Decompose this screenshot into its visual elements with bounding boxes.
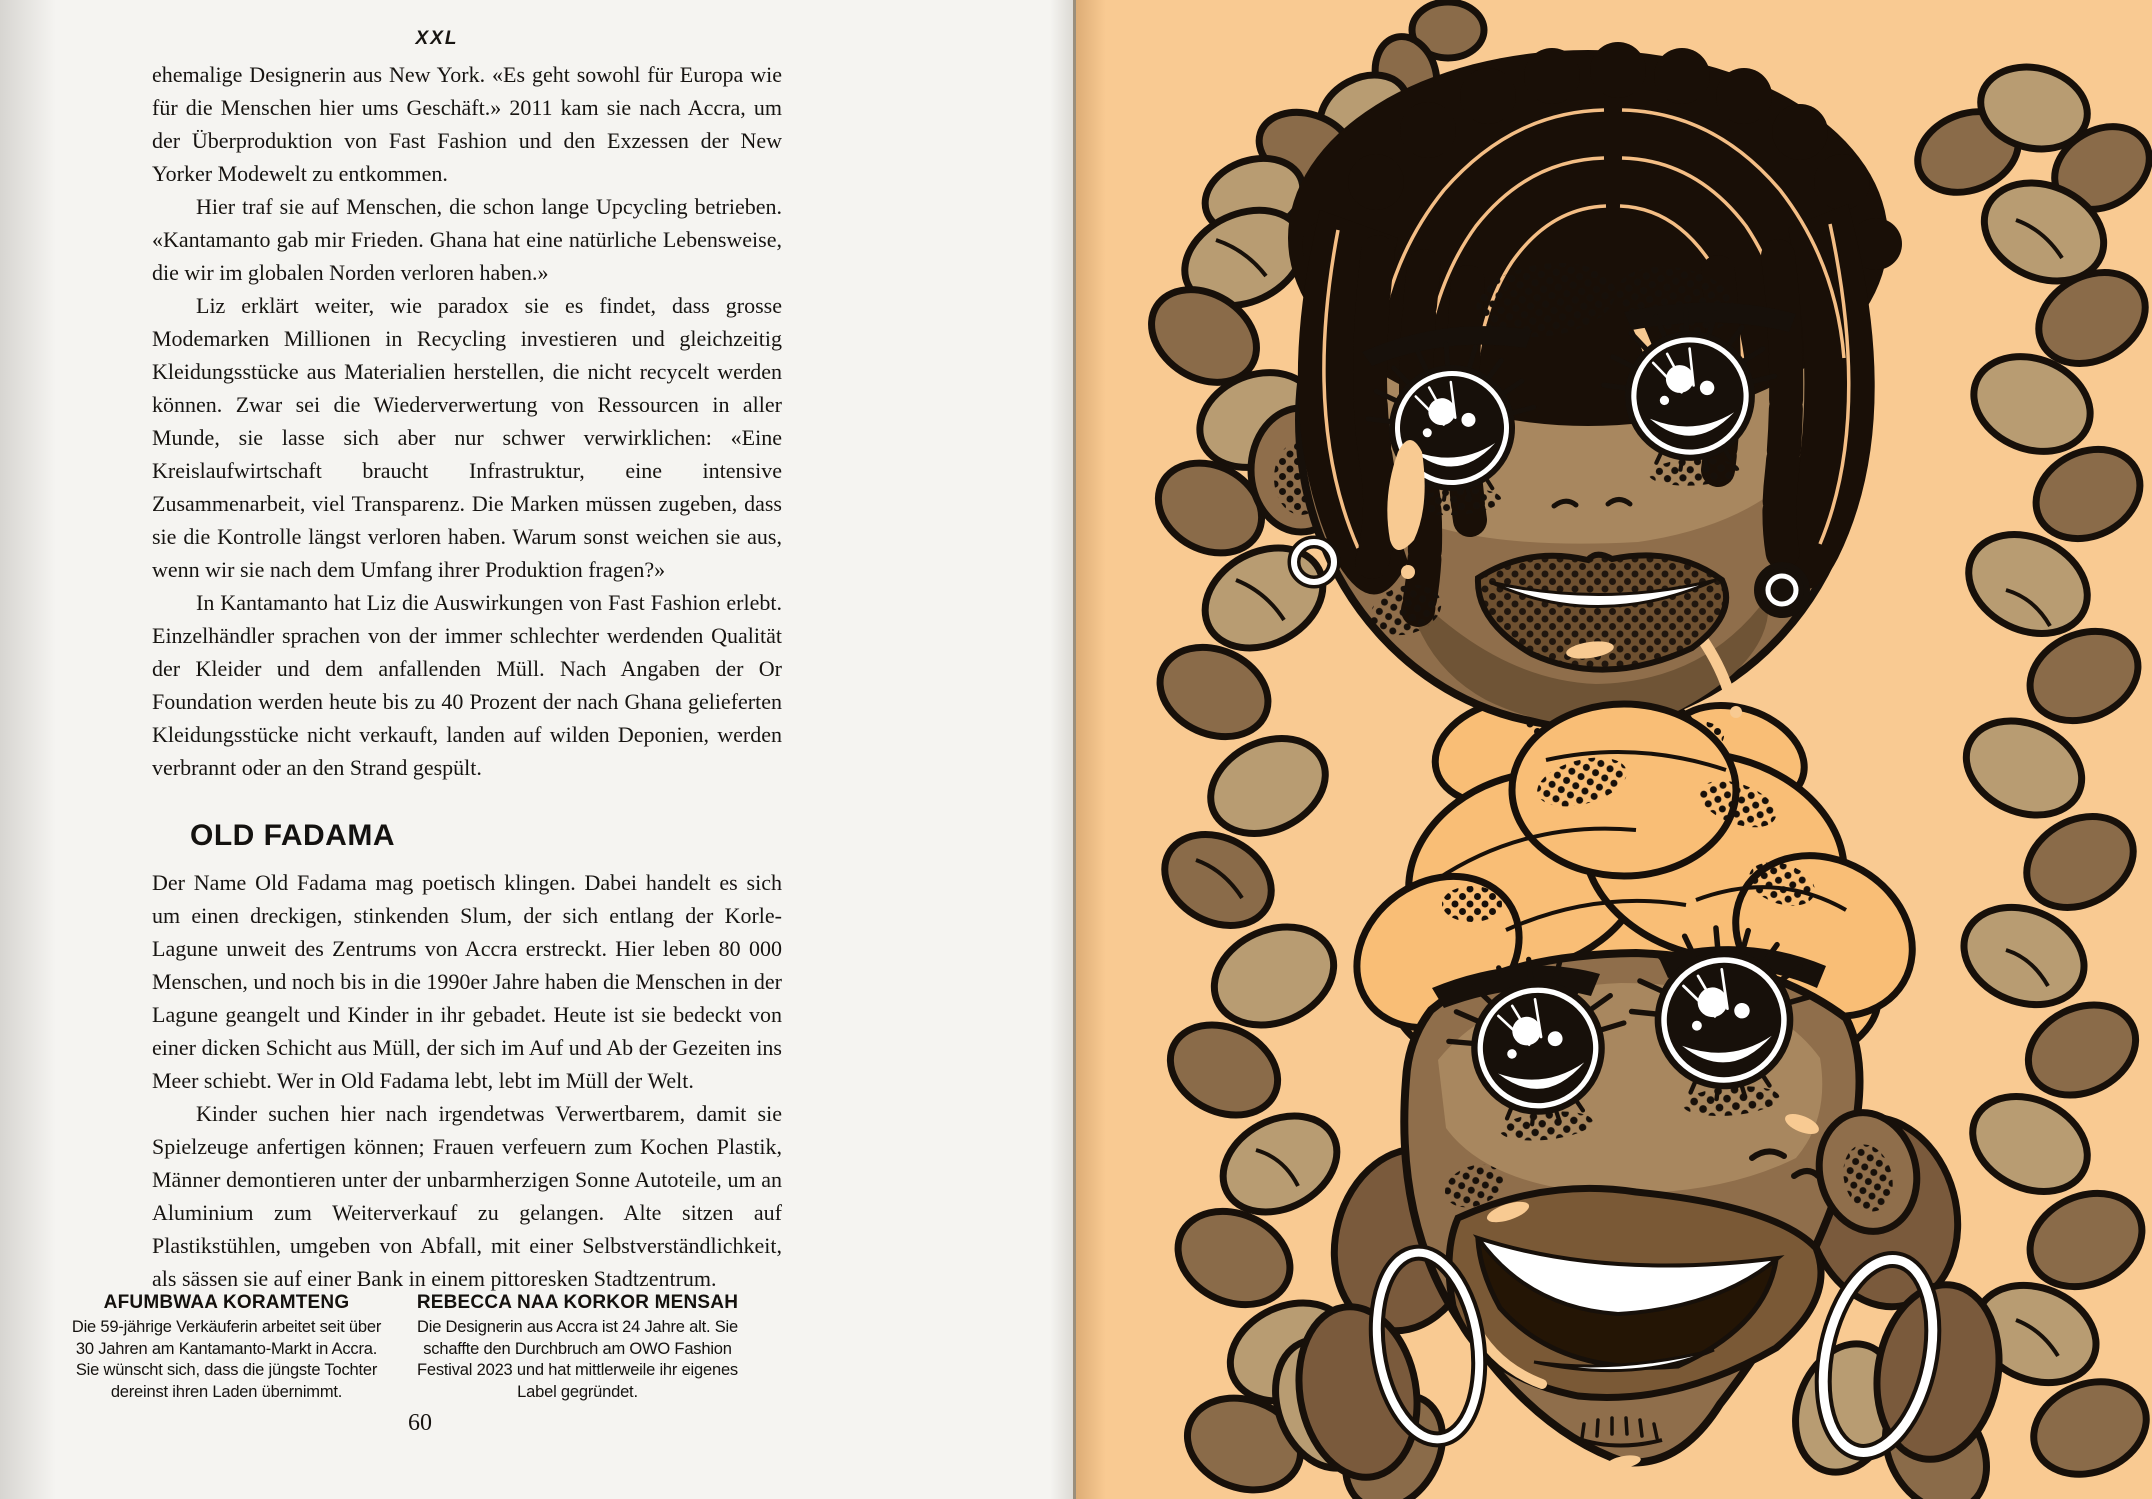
section-heading: OLD FADAMA bbox=[190, 819, 395, 852]
article-paragraph: Hier traf sie auf Menschen, die schon lange Upcycling betrieben. «Kantamanto gab mir Frieden. Ghana hat eine natürliche Lebensweise, die wir im globalen Norden verloren haben.» bbox=[152, 194, 782, 285]
caption-text: Die Designerin aus Accra ist 24 Jahre alt. Sie schaffte den Durchbruch am OWO Fashion Festival 2023 und hat mittlerweile ihr eigenes Label gegründet. bbox=[417, 1318, 738, 1401]
right-page bbox=[1076, 0, 2152, 1499]
caption-rebecca bbox=[415, 1292, 740, 1403]
page-number: 60 bbox=[408, 1410, 432, 1436]
upper-disc-earring bbox=[1757, 565, 1807, 615]
page-gutter bbox=[1073, 0, 1076, 1499]
article-paragraph: ehemalige Designerin aus New York. «Es geht sowohl für Europa wie für die Menschen hier ums Geschäft.» 2011 kam sie nach Accra, um der Überproduktion von Fast Fashion und den Exzessen der New Yorker Modewelt zu entkommen. bbox=[152, 62, 782, 186]
article-paragraph: In Kantamanto hat Liz die Auswirkungen von Fast Fashion erlebt. Einzelhändler sprachen von der immer schlechter werdenden Qualität der Kleider und dem anfallenden Müll. Nach Angaben der Or Foundation werden heute bis zu 40 Prozent der nach Ghana gelieferten Kleidungsstücke nicht verkauft, landen auf wilden Deponien, werden verbrannt oder an den Strand gespült. bbox=[152, 590, 782, 780]
caption-title: REBECCA NAA KORKOR MENSAH bbox=[416, 1292, 739, 1313]
braided-faces-illustration bbox=[1076, 0, 2152, 1499]
page-edge-shadow bbox=[0, 0, 56, 1499]
caption-title: AFUMBWAA KORAMTENG bbox=[103, 1292, 350, 1313]
article-body bbox=[152, 58, 782, 1295]
article-paragraph: Liz erklärt weiter, wie paradox sie es findet, dass grosse Modemarken Millionen in Recycling investieren und gleichzeitig Kleidungsstücke aus Materialien herstellen, die nicht recycelt werden können. Zwar sei die Wiederverwertung von Ressourcen in aller Munde, sie lasse sich aber nur schwer verwirklichen: «Eine Kreislaufwirtschaft braucht Infrastruktur, eine intensive Zusammenarbeit, viel Transparenz. Die Marken müssen zugeben, dass sie die Kontrolle längst verloren haben. Warum sonst weichen sie aus, wenn wir sie nach dem Umfang ihrer Produktion fragen?» bbox=[152, 293, 782, 582]
caption-text: Die 59-jährige Verkäuferin arbeitet seit über 30 Jahren am Kantamanto-Markt in Accra. Sie wünscht sich, dass die jüngste Tochter dereinst ihren Laden übernimmt. bbox=[71, 1318, 382, 1401]
caption-afumbwaa bbox=[64, 1292, 389, 1403]
article-paragraph: Der Name Old Fadama mag poetisch klingen. Dabei handelt es sich um einen dreckigen, stinkenden Slum, der sich entlang der Korle-Lagune unweit des Zentrums von Accra erstreckt. Hier leben 80 000 Menschen, und noch bis in die 1990er Jahre haben die Menschen in der Lagune geangelt und Kinder in ihr gebadet. Heute ist sie bedeckt von einer dicken Schicht aus Müll, der sich im Auf und Ab der Gezeiten ins Meer schiebt. Wer in Old Fadama lebt, lebt im Müll der Welt. bbox=[152, 870, 782, 1093]
article-paragraph: Kinder suchen hier nach irgendetwas Verwertbarem, damit sie Spielzeuge anfertigen können; Frauen verfeuern zum Kochen Plastik, Männer demontieren unter der unbarmherzigen Sonne Autoteile, um an Aluminium zum Weiterverkauf zu gelangen. Alte sitzen auf Plastikstühlen, umgeben von Abfall, mit einer Selbstverständlichkeit, als sässen sie auf einer Bank in einem pittoresken Stadtzentrum. bbox=[152, 1101, 782, 1291]
caption-row bbox=[64, 1292, 740, 1403]
kicker: XXL bbox=[415, 28, 459, 49]
